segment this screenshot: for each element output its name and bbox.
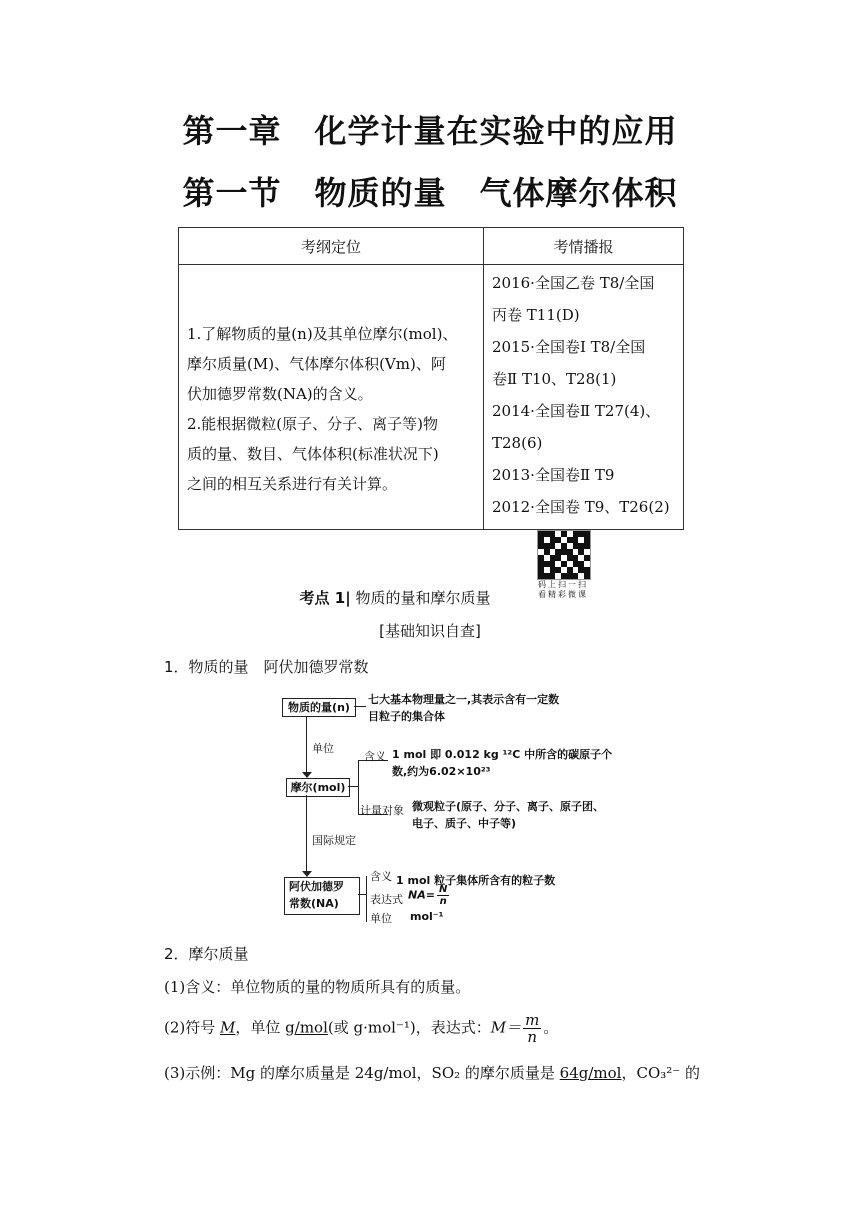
arrow-unit-label: 单位 (312, 742, 334, 755)
qr-code-icon[interactable] (537, 530, 591, 580)
na-unit-label: 单位 (370, 912, 392, 925)
report-line: 2012·全国卷 T9、T26(2) (492, 498, 670, 516)
report-line: 2013·全国卷Ⅱ T9 (492, 466, 615, 484)
outline-left-line: 质的量、数目、气体体积(标准状况下) (187, 445, 439, 463)
qr-caption-1: 码上扫一扫 (538, 580, 588, 589)
na-expr-label: 表达式 (370, 893, 403, 906)
outline-left-line: 伏加德罗常数(NA)的含义。 (187, 385, 373, 403)
report-line: 丙卷 T11(D) (492, 306, 580, 324)
molar-mass-symbol-line: (2)符号 M，单位 g/mol(或 g·mol⁻¹)，表达式：M＝ $\frac{m}{n}$ 。 (164, 1011, 559, 1046)
kaodian-label: 考点 1| (299, 589, 351, 607)
molar-mass-example: (3)示例：Mg 的摩尔质量是 24g/mol，SO₂ 的摩尔质量是 64g/mol，CO₃²⁻ 的 (164, 1064, 700, 1082)
kaodian-title: 物质的量和摩尔质量 (355, 589, 491, 607)
mole-meaning-2: 数,约为6.02×10²³ (392, 765, 491, 778)
mole-object-2: 电子、质子、中子等) (412, 817, 517, 830)
molar-mass-meaning: (1)含义：单位物质的量的物质所具有的质量。 (164, 978, 471, 996)
outline-left-line: 摩尔质量(M)、气体摩尔体积(Vm)、阿 (187, 355, 446, 373)
concept-diagram (282, 688, 622, 928)
box-mole: 摩尔(mol) (286, 778, 350, 797)
header-exam-outline: 考纲定位 (179, 228, 484, 265)
section2-heading: 2．摩尔质量 (164, 945, 249, 963)
section-title: 第一节 物质的量 气体摩尔体积 (182, 174, 678, 212)
na-expression: NA= $\frac{N}{n}$ (408, 884, 448, 907)
na-meaning: 1 mol 粒子集体所含有的粒子数 (396, 874, 556, 887)
box-amount-of-substance: 物质的量(n) (282, 698, 356, 717)
chapter-title: 第一章 化学计量在实验中的应用 (182, 112, 678, 150)
outline-left-cell (179, 265, 484, 530)
na-meaning-label: 含义 (370, 870, 392, 883)
arrow-intl-label: 国际规定 (312, 834, 356, 847)
meaning-label: 含义 (364, 750, 386, 763)
outline-right-cell (484, 265, 684, 530)
report-line: 2015·全国卷Ⅰ T8/全国 (492, 338, 646, 356)
header-exam-report: 考情播报 (484, 228, 684, 265)
amount-desc-1: 七大基本物理量之一,其表示含有一定数 (368, 693, 560, 706)
mole-object-1: 微观粒子(原子、分子、离子、原子团、 (412, 800, 605, 813)
outline-left-line: 1.了解物质的量(n)及其单位摩尔(mol)、 (187, 325, 458, 343)
qr-caption-2: 看精彩微课 (538, 590, 588, 599)
report-line: 2016·全国乙卷 T8/全国 (492, 274, 655, 292)
section1-heading: 1．物质的量 阿伏加德罗常数 (164, 658, 369, 676)
box-avogadro: 阿伏加德罗 常数(NA) (284, 877, 360, 915)
amount-desc-2: 目粒子的集合体 (368, 710, 445, 723)
outline-left-line: 2.能根据微粒(原子、分子、离子等)物 (187, 415, 439, 433)
basic-knowledge-heading: [基础知识自查] (379, 622, 481, 640)
na-unit: mol⁻¹ (410, 910, 444, 923)
report-line: 卷Ⅱ T10、T28(1) (492, 370, 617, 388)
report-line: 2014·全国卷Ⅱ T27(4)、 (492, 402, 661, 420)
object-label: 计量对象 (360, 804, 404, 817)
mole-meaning-1: 1 mol 即 0.012 kg ¹²C 中所含的碳原子个 (392, 748, 613, 761)
kaodian-heading (0, 587, 860, 608)
outline-left-line: 之间的相互关系进行有关计算。 (187, 475, 398, 493)
outline-table (178, 227, 684, 530)
report-line: T28(6) (492, 434, 543, 452)
